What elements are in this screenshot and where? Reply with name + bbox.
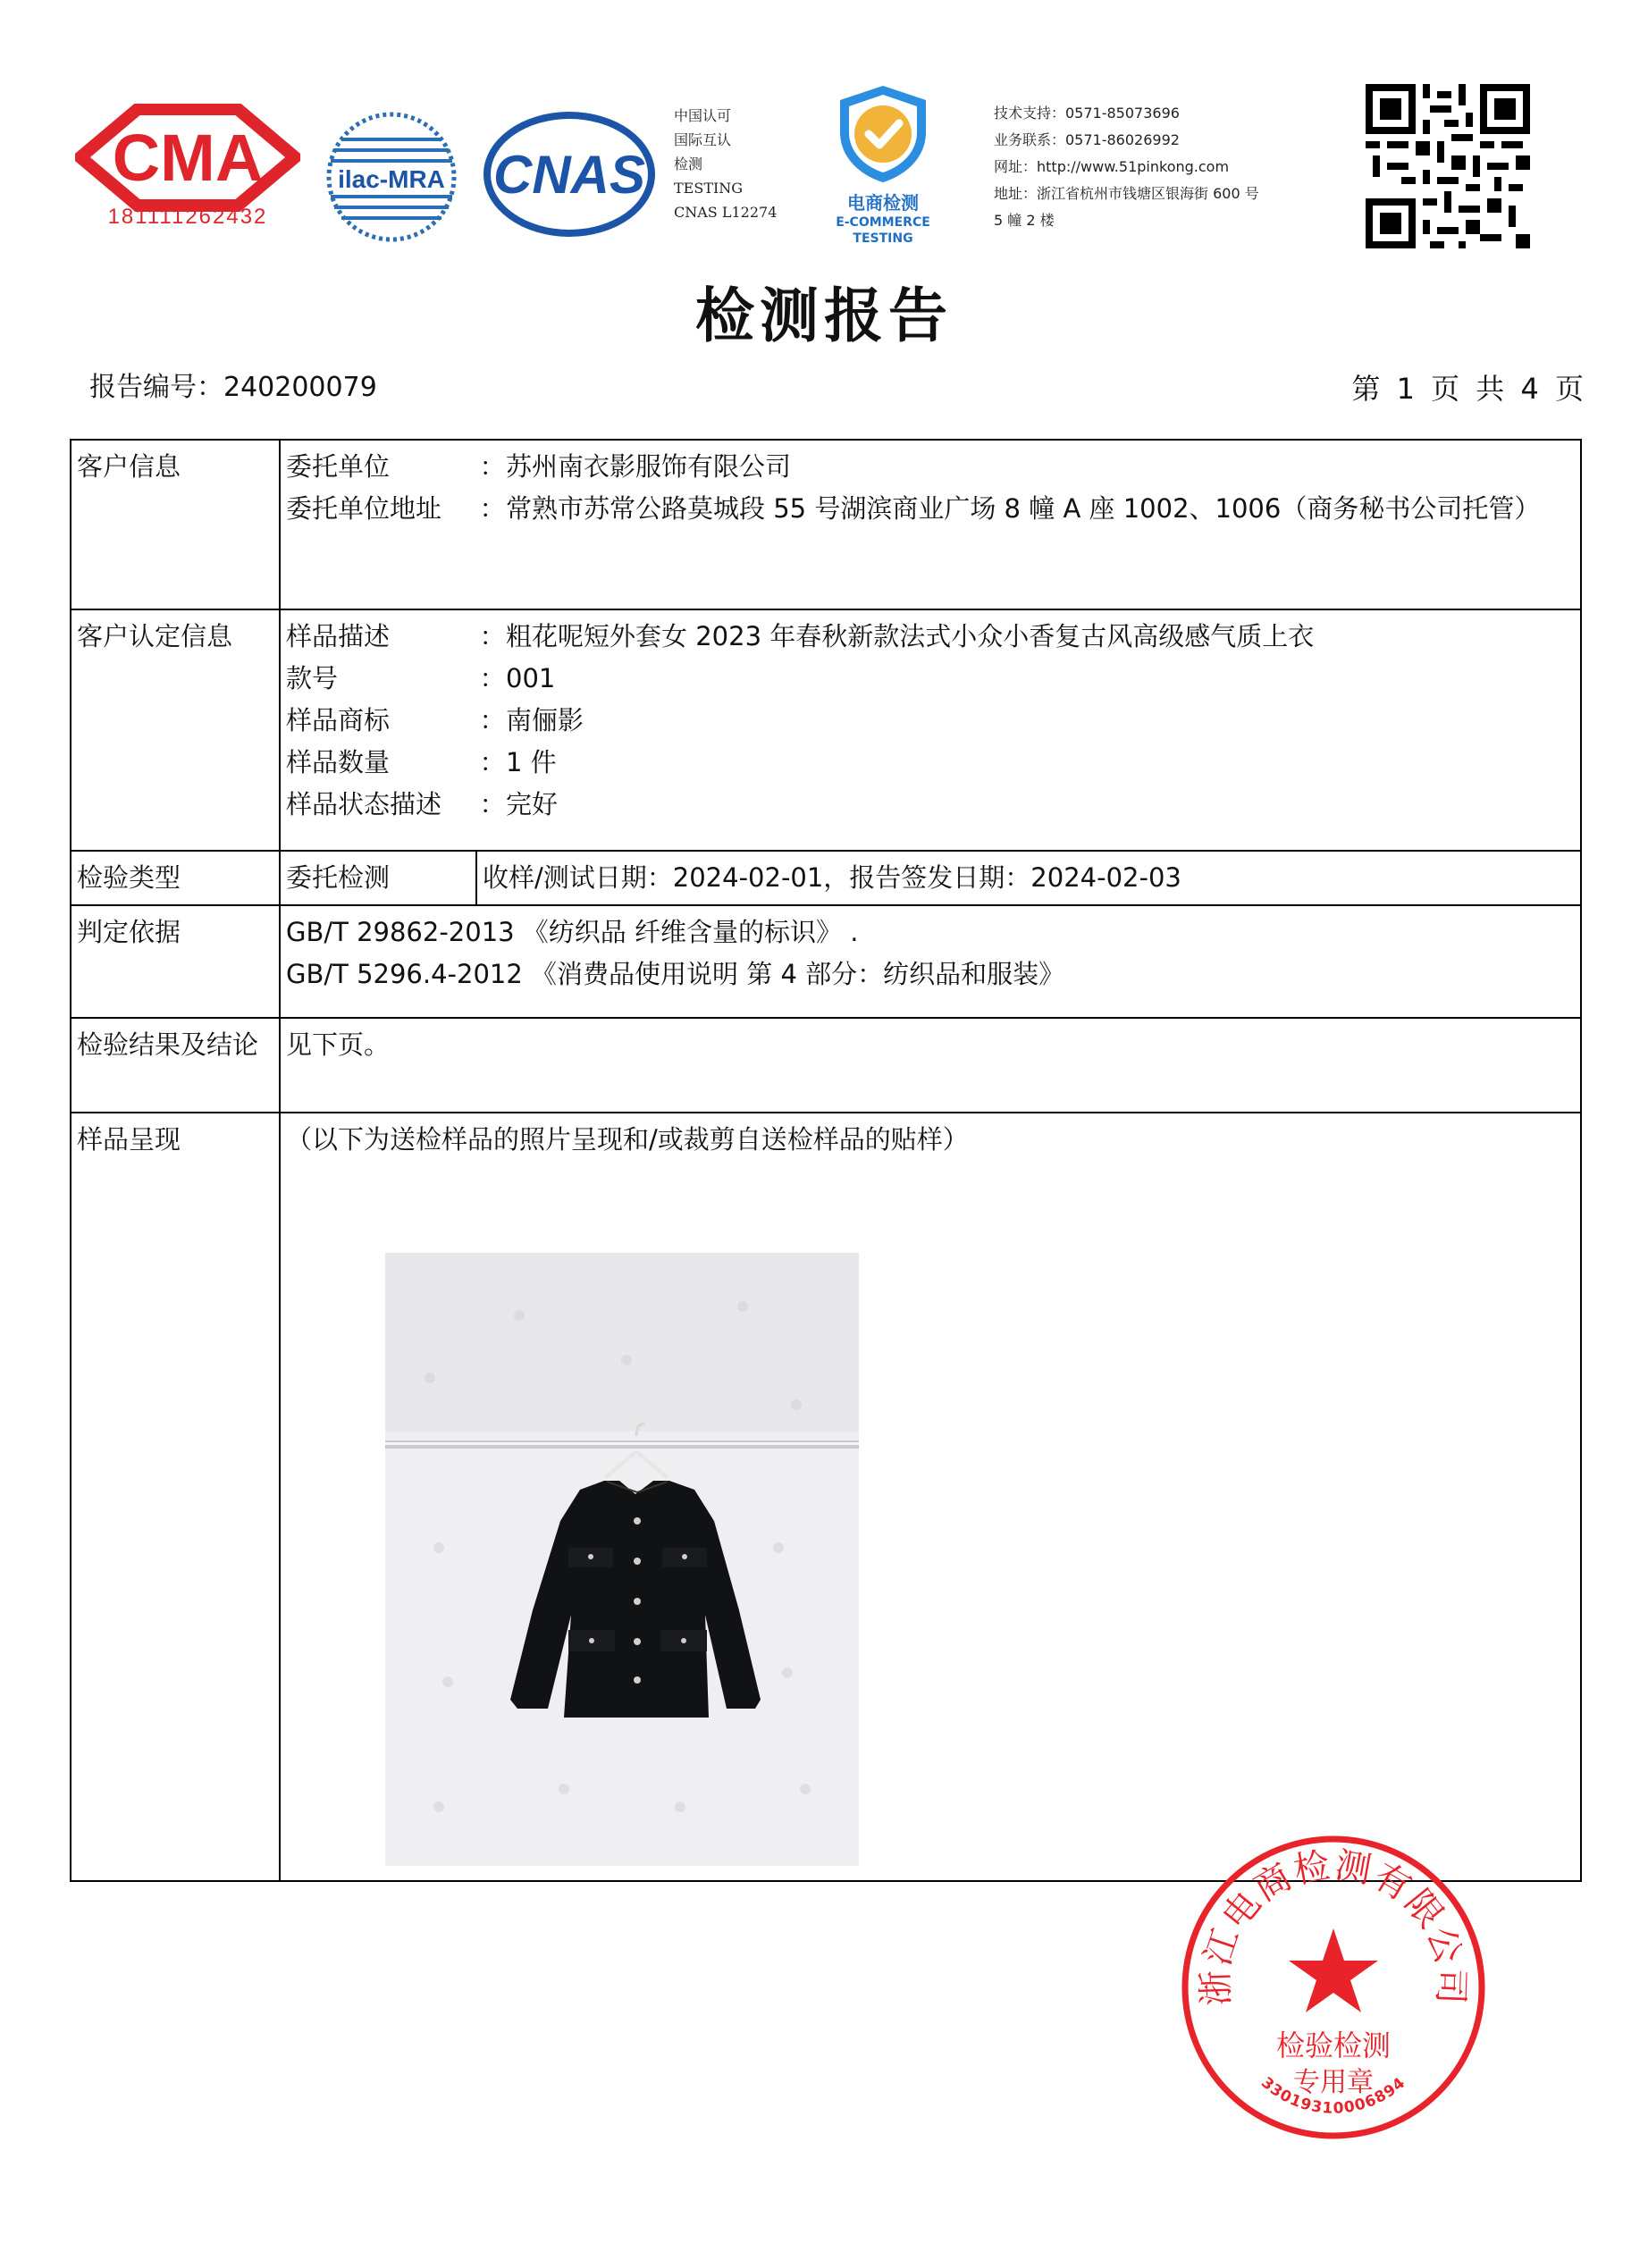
field-key: 样品数量	[286, 747, 391, 777]
colon: ：	[479, 493, 506, 524]
test-type-row	[71, 851, 1581, 905]
contact-address: 地址：浙江省杭州市钱塘区银海街 600 号	[994, 185, 1259, 202]
standard-line: GB/T 29862-2013 《纺织品 纤维含量的标识》 .	[286, 917, 859, 947]
colon: ：	[479, 621, 506, 651]
basis-cell	[280, 905, 1581, 1018]
colon: ：	[479, 747, 506, 777]
ilac-text: ilac-MRA	[338, 165, 445, 193]
test-type-value: 委托检测	[280, 851, 476, 905]
field-value: 粗花呢短外套女 2023 年春秋新款法式小众小香复古风高级感气质上衣	[506, 621, 1315, 651]
contact-info	[994, 100, 1259, 234]
page-indicator: 第 1 页 共 4 页	[1351, 372, 1584, 406]
cert-line: 检测	[674, 155, 703, 172]
field-key: 样品商标	[286, 705, 391, 735]
field-value: 苏州南衣影服饰有限公司	[506, 451, 792, 482]
result-row	[71, 1018, 1581, 1113]
contact-tech: 技术支持：0571-85073696	[994, 105, 1180, 122]
field-key: 款号	[286, 663, 339, 693]
field-value: 南俪影	[506, 705, 584, 735]
result-value: 见下页。	[280, 1018, 1581, 1113]
cma-text: CMA	[112, 121, 264, 195]
row-label: 客户信息	[71, 440, 280, 609]
sample-note: （以下为送检样品的照片呈现和/或裁剪自送检样品的贴样）	[280, 1113, 1581, 1881]
stamp-line2: 专用章	[1293, 2067, 1374, 2098]
contact-address-2: 5 幢 2 楼	[994, 212, 1055, 229]
confirmed-info-cell	[280, 609, 1581, 851]
row-label: 客户认定信息	[71, 609, 280, 851]
brand-row	[286, 700, 1575, 742]
cnas-logo	[479, 107, 660, 241]
qr-code	[1366, 84, 1530, 248]
client-row	[286, 446, 1575, 488]
contact-website: 网址：http://www.51pinkong.com	[994, 158, 1230, 175]
official-stamp	[1178, 1832, 1489, 2143]
field-key: 委托单位地址	[286, 493, 442, 524]
shield-check-icon	[829, 80, 937, 188]
ecommerce-testing-logo	[804, 80, 962, 246]
colon: ：	[479, 789, 506, 819]
row-label: 判定依据	[71, 905, 280, 1018]
ilac-mra-logo	[315, 109, 468, 245]
ecommerce-en-label: E-COMMERCE TESTING	[836, 215, 930, 246]
row-label: 检验结果及结论	[71, 1018, 280, 1113]
customer-info-row	[71, 440, 1581, 609]
document-title: 检测报告	[695, 281, 953, 350]
stamp-number: 33019310006894	[1257, 2073, 1409, 2118]
cert-line: CNAS L12274	[674, 204, 778, 221]
quantity-row	[286, 742, 1575, 784]
style-no-row	[286, 658, 1575, 700]
field-value: 001	[506, 663, 556, 693]
sample-photo	[385, 1253, 859, 1866]
contact-business: 业务联系：0571-86026992	[994, 131, 1180, 148]
star-icon	[1289, 1928, 1378, 2012]
sample-desc-row	[286, 616, 1575, 658]
row-label: 检验类型	[71, 851, 280, 905]
confirmed-info-row	[71, 609, 1581, 851]
cma-logo	[75, 104, 300, 229]
field-value: 1 件	[506, 747, 557, 777]
row-label: 样品呈现	[71, 1113, 280, 1881]
field-value: 完好	[506, 789, 559, 819]
stamp-line1: 检验检测	[1275, 2029, 1392, 2062]
cert-line: TESTING	[674, 180, 744, 197]
ecommerce-cn-label: 电商检测	[847, 192, 919, 214]
cert-line: 国际互认	[674, 131, 732, 148]
condition-row	[286, 784, 1575, 826]
standard-line: GB/T 5296.4-2012 《消费品使用说明 第 4 部分：纺织品和服装》	[286, 959, 1065, 989]
cnas-text: CNAS	[492, 145, 646, 205]
field-value: 常熟市苏常公路莫城段 55 号湖滨商业广场 8 幢 A 座 1002、1006（商务秘书公司托管）	[506, 493, 1541, 524]
report-number: 报告编号：240200079	[89, 372, 377, 403]
colon: ：	[479, 705, 506, 735]
customer-info-cell	[280, 440, 1581, 609]
colon: ：	[479, 663, 506, 693]
field-key: 样品状态描述	[286, 789, 442, 819]
colon: ：	[479, 451, 506, 482]
field-key: 样品描述	[286, 621, 391, 651]
cnas-cert-text	[674, 104, 777, 224]
basis-row	[71, 905, 1581, 1018]
test-dates: 收样/测试日期：2024-02-01，报告签发日期：2024-02-03	[476, 851, 1581, 905]
cert-line: 中国认可	[674, 107, 732, 124]
client-address-row	[286, 488, 1575, 530]
field-key: 委托单位	[286, 451, 391, 482]
stamp-company: 浙江电商检测有限公司	[1195, 1844, 1472, 2007]
cma-number: 181111262432	[107, 205, 268, 229]
